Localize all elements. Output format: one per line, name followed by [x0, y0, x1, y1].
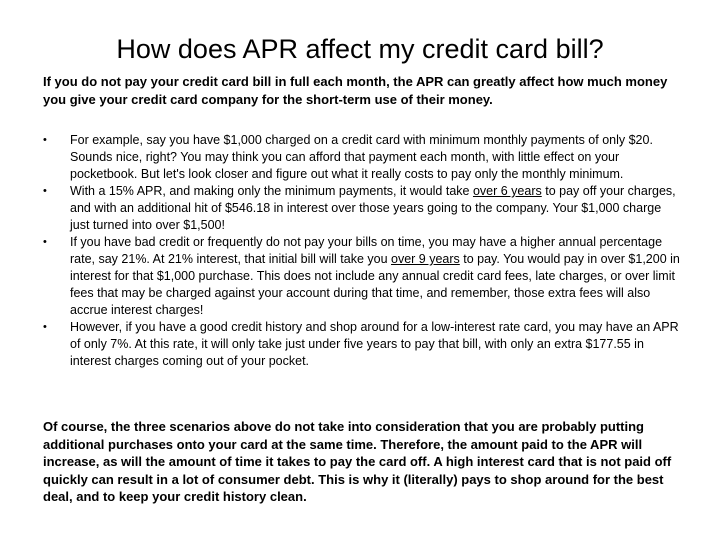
page-title: How does APR affect my credit card bill?	[116, 34, 604, 64]
list-item	[43, 132, 683, 183]
bullet-icon: •	[43, 185, 47, 197]
bullet-list	[43, 132, 683, 370]
bullet-text: For example, say you have $1,000 charged on a credit card with minimum monthly payments of only $20. Sounds nice, right? You may think you can afford that payment each month, with little effect on your pocketbook. But let's look closer and figure out what it really costs to pay only the monthly minimum.	[70, 133, 653, 181]
bullet-text-underlined: over 9 years	[391, 252, 460, 266]
list-item	[43, 319, 683, 370]
bullet-text-before: If you have bad credit or frequently do not pay your bills on time, you may have a higher annual percentage rate, say 21%. At 21% interest, that initial bill will take you	[70, 235, 663, 266]
bullet-icon: •	[43, 134, 47, 146]
bullet-text-after: to pay off your charges, and with an additional hit of $546.18 in interest over those years going to the company. Your $1,000 charge just turned into over $1,500!	[70, 184, 676, 232]
closing-paragraph: Of course, the three scenarios above do not take into consideration that you are probably putting additional purchases onto your card at the same time. Therefore, the amount paid to the APR will increase, as will the amount of time it takes to pay the card off. A high interest card that is not paid off quickly can result in a lot of consumer debt. This is why it (literally) pays to shop around for the best deal, and to keep your credit history clean.	[43, 419, 672, 504]
bullet-text-before: With a 15% APR, and making only the minimum payments, it would take	[70, 184, 473, 198]
bullet-text-after: to pay. You would pay in over $1,200 in interest for that $1,000 purchase. This does not include any annual credit card fees, late charges, or over limit fees that may be charged against your account during that time, and remember, those extra fees will also accrue interest charges!	[70, 252, 680, 317]
bullet-icon: •	[43, 236, 47, 248]
bullet-icon: •	[43, 321, 47, 333]
list-item	[43, 234, 683, 319]
bullet-text-underlined: over 6 years	[472, 184, 542, 198]
list-item	[43, 183, 683, 234]
intro-paragraph: If you do not pay your credit card bill in full each month, the APR can greatly affect how much money you give your credit card company for the short-term use of their money.	[43, 74, 668, 107]
bullet-text: However, if you have a good credit history and shop around for a low-interest rate card, you may have an APR of only 7%. At this rate, it will only take just under five years to pay that bill, with only an extra $177.55 in interest charges coming out of your pocket.	[70, 320, 679, 368]
